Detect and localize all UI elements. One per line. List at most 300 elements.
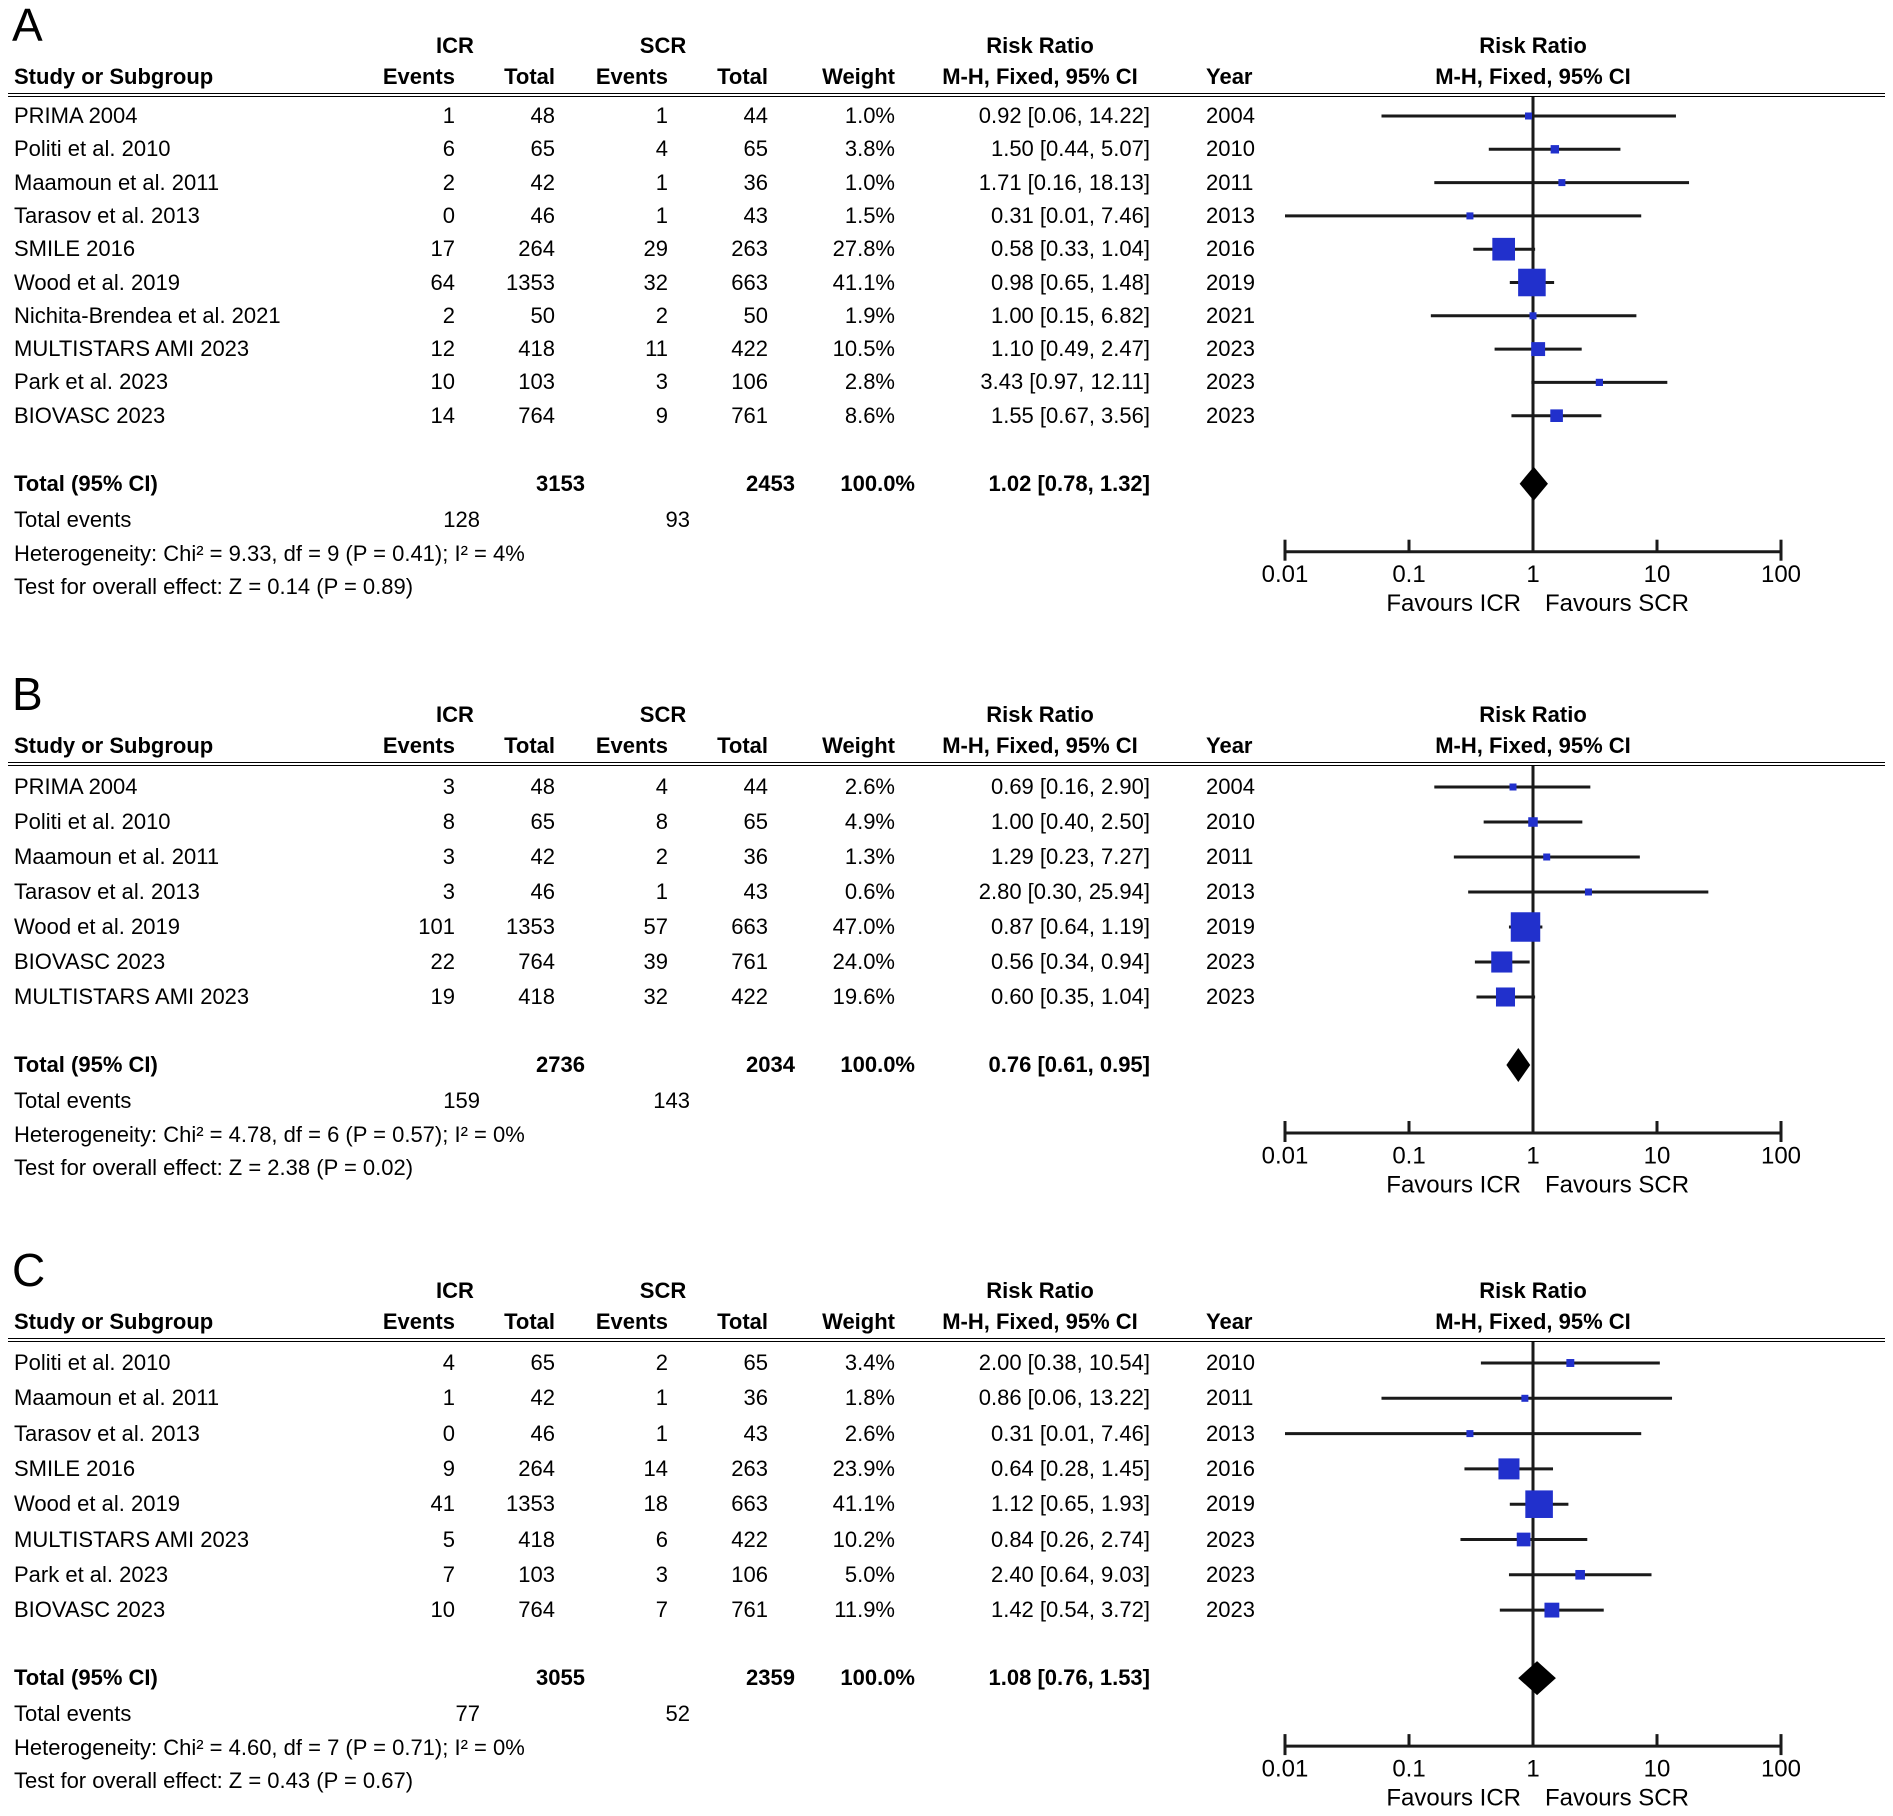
study-name: BIOVASC 2023: [14, 1597, 166, 1623]
panel-label: B: [12, 668, 43, 720]
weight-value: 3.8%: [844, 136, 895, 162]
total-ci: 1.08 [0.76, 1.53]: [988, 1665, 1150, 1691]
events-header-icr: Events: [382, 64, 455, 89]
scr-total: 422: [731, 1526, 768, 1552]
icr-total: 264: [518, 1455, 555, 1481]
year-value: 2004: [1206, 103, 1255, 128]
heterogeneity-text: Heterogeneity: Chi² = 4.60, df = 7 (P = 0.71); I² = 0%: [14, 1735, 525, 1761]
scr-events: 3: [655, 369, 668, 395]
study-name: MULTISTARS AMI 2023: [14, 336, 250, 362]
icr-events: 9: [442, 1455, 455, 1481]
scr-total: 36: [743, 1385, 768, 1411]
scr-total: 263: [731, 1455, 768, 1481]
total-scr: 2034: [746, 1052, 795, 1077]
weight-value: 0.6%: [844, 879, 895, 904]
risk-ratio-ci: 1.71 [0.16, 18.13]: [978, 169, 1150, 195]
mh-ci-header: M-H, Fixed, 95% CI: [942, 733, 1138, 758]
risk-ratio-ci: 0.86 [0.06, 13.22]: [978, 1385, 1150, 1411]
study-name: Tarasov et al. 2013: [14, 1420, 200, 1446]
effect-square: [1510, 784, 1517, 791]
plot-mh-ci-header: M-H, Fixed, 95% CI: [1435, 1309, 1631, 1334]
axis-tick-label: 10: [1643, 1755, 1671, 1783]
year-value: 2023: [1206, 949, 1255, 974]
panel-label: C: [12, 1244, 46, 1296]
risk-ratio-ci: 1.55 [0.67, 3.56]: [990, 402, 1150, 428]
icr-events: 0: [442, 1420, 455, 1446]
scr-events: 4: [655, 136, 668, 162]
risk-ratio-ci: 0.64 [0.28, 1.45]: [990, 1455, 1150, 1481]
total-ci: 0.76 [0.61, 0.95]: [988, 1052, 1150, 1077]
plot-risk-ratio-header: Risk Ratio: [1479, 33, 1587, 58]
favours-right-label: Favours SCR: [1545, 1784, 1689, 1812]
year-value: 2023: [1206, 984, 1255, 1009]
effect-square: [1525, 112, 1532, 119]
risk-ratio-ci: 2.00 [0.38, 10.54]: [978, 1350, 1150, 1375]
icr-total: 46: [530, 202, 555, 228]
total-header-scr: Total: [717, 1309, 768, 1334]
study-name: SMILE 2016: [14, 1455, 136, 1481]
weight-value: 1.5%: [844, 202, 895, 228]
icr-total: 764: [518, 1597, 555, 1623]
effect-square: [1585, 889, 1592, 896]
year-value: 2019: [1206, 914, 1255, 939]
effect-square: [1558, 179, 1565, 186]
icr-total: 50: [530, 302, 555, 328]
total-label: Total (95% CI): [14, 1052, 158, 1077]
scr-total: 663: [731, 269, 768, 295]
total-label: Total (95% CI): [14, 470, 158, 496]
weight-value: 2.6%: [844, 774, 895, 799]
icr-events: 6: [442, 136, 455, 162]
effect-square: [1466, 212, 1473, 219]
year-header: Year: [1206, 64, 1253, 89]
study-name: PRIMA 2004: [14, 103, 138, 128]
study-name: Wood et al. 2019: [14, 914, 180, 939]
total-weight: 100.0%: [840, 1665, 915, 1691]
axis-tick-label: 100: [1760, 1755, 1802, 1783]
scr-events: 1: [655, 1385, 668, 1411]
icr-total: 48: [530, 103, 555, 128]
total-ci: 1.02 [0.78, 1.32]: [988, 470, 1150, 496]
weight-value: 1.3%: [844, 844, 895, 869]
year-value: 2011: [1206, 169, 1254, 195]
effect-square: [1544, 1603, 1559, 1618]
total-events-scr: 143: [653, 1088, 690, 1113]
plot-mh-ci-header: M-H, Fixed, 95% CI: [1435, 64, 1631, 89]
study-name: MULTISTARS AMI 2023: [14, 1526, 250, 1552]
weight-value: 27.8%: [832, 236, 895, 262]
scr-total: 43: [743, 879, 768, 904]
risk-ratio-header: Risk Ratio: [986, 702, 1094, 727]
effect-square: [1551, 145, 1559, 153]
weight-value: 4.9%: [844, 809, 895, 834]
forest-plot-svg: [1261, 669, 1893, 1206]
icr-events: 7: [442, 1561, 455, 1587]
overall-effect-text: Test for overall effect: Z = 0.14 (P = 0.89): [14, 573, 414, 599]
icr-total: 65: [530, 809, 555, 834]
year-value: 2023: [1206, 1526, 1255, 1552]
icr-total: 103: [518, 369, 555, 395]
weight-value: 41.1%: [832, 1491, 895, 1517]
weight-value: 10.5%: [832, 336, 895, 362]
icr-events: 4: [442, 1350, 455, 1375]
icr-events: 19: [430, 984, 455, 1009]
effect-square: [1466, 1430, 1473, 1437]
scr-events: 29: [643, 236, 668, 262]
scr-total: 422: [731, 336, 768, 362]
axis-tick-label: 1: [1526, 1142, 1540, 1170]
mh-ci-header: M-H, Fixed, 95% CI: [942, 1309, 1138, 1334]
scr-total: 761: [731, 949, 768, 974]
scr-total: 263: [731, 236, 768, 262]
study-name: Politi et al. 2010: [14, 809, 171, 834]
scr-total: 761: [731, 1597, 768, 1623]
group-header-scr: SCR: [639, 1278, 687, 1303]
total-events-icr: 159: [443, 1088, 480, 1113]
scr-total: 50: [743, 302, 768, 328]
year-value: 2010: [1206, 809, 1255, 834]
study-header: Study or Subgroup: [14, 1309, 214, 1334]
icr-events: 0: [442, 202, 455, 228]
icr-events: 1: [442, 103, 455, 128]
forest-plot-svg: [1261, 1245, 1893, 1816]
study-name: Tarasov et al. 2013: [14, 202, 200, 228]
icr-events: 5: [442, 1526, 455, 1552]
forest-plot-svg: [1261, 0, 1893, 625]
total-header-icr: Total: [504, 1309, 555, 1334]
effect-square: [1517, 1533, 1531, 1547]
effect-square: [1531, 342, 1545, 356]
scr-total: 44: [743, 774, 768, 799]
effect-square: [1566, 1359, 1574, 1367]
year-value: 2023: [1206, 336, 1255, 362]
total-icr: 2736: [536, 1052, 585, 1077]
risk-ratio-ci: 1.12 [0.65, 1.93]: [990, 1491, 1150, 1517]
scr-total: 106: [731, 1561, 768, 1587]
scr-total: 65: [743, 809, 768, 834]
study-name: BIOVASC 2023: [14, 402, 166, 428]
total-label: Total (95% CI): [14, 1665, 158, 1691]
summary-diamond: [1520, 467, 1548, 501]
scr-events: 32: [643, 984, 668, 1009]
group-header-scr: SCR: [639, 33, 687, 58]
icr-total: 46: [530, 1420, 555, 1446]
axis-tick-label: 0.01: [1261, 1755, 1309, 1783]
weight-value: 41.1%: [832, 269, 895, 295]
study-name: Tarasov et al. 2013: [14, 879, 200, 904]
total-events-label: Total events: [14, 506, 132, 532]
risk-ratio-ci: 1.00 [0.40, 2.50]: [990, 809, 1150, 834]
risk-ratio-ci: 0.31 [0.01, 7.46]: [990, 1420, 1150, 1446]
icr-events: 3: [442, 774, 455, 799]
icr-events: 1: [442, 1385, 455, 1411]
weight-value: 19.6%: [832, 984, 895, 1009]
risk-ratio-ci: 1.42 [0.54, 3.72]: [990, 1597, 1150, 1623]
weight-value: 3.4%: [844, 1350, 895, 1375]
icr-events: 2: [442, 302, 455, 328]
year-value: 2010: [1206, 1350, 1255, 1375]
scr-events: 1: [655, 169, 668, 195]
total-weight: 100.0%: [840, 1052, 915, 1077]
risk-ratio-ci: 3.43 [0.97, 12.11]: [980, 369, 1150, 395]
plot-risk-ratio-header: Risk Ratio: [1479, 702, 1587, 727]
risk-ratio-header: Risk Ratio: [986, 1278, 1094, 1303]
scr-total: 36: [743, 844, 768, 869]
scr-events: 6: [655, 1526, 668, 1552]
risk-ratio-ci: 0.87 [0.64, 1.19]: [990, 914, 1150, 939]
icr-total: 48: [530, 774, 555, 799]
scr-total: 43: [743, 1420, 768, 1446]
year-value: 2023: [1206, 1597, 1255, 1623]
icr-events: 14: [430, 402, 455, 428]
icr-total: 418: [518, 336, 555, 362]
study-header: Study or Subgroup: [14, 733, 214, 758]
overall-effect-text: Test for overall effect: Z = 0.43 (P = 0.67): [14, 1768, 414, 1794]
year-value: 2011: [1206, 1385, 1254, 1411]
icr-events: 22: [430, 949, 455, 974]
risk-ratio-header: Risk Ratio: [986, 33, 1094, 58]
icr-total: 764: [518, 949, 555, 974]
total-header-scr: Total: [717, 64, 768, 89]
scr-events: 11: [645, 336, 668, 362]
icr-total: 418: [518, 984, 555, 1009]
study-name: Politi et al. 2010: [14, 136, 171, 162]
year-value: 2016: [1206, 1455, 1255, 1481]
events-header-scr: Events: [595, 1309, 668, 1334]
axis-tick-label: 10: [1643, 1142, 1671, 1170]
scr-events: 32: [643, 269, 668, 295]
effect-square: [1491, 951, 1512, 972]
study-name: Wood et al. 2019: [14, 1491, 180, 1517]
year-header: Year: [1206, 733, 1253, 758]
scr-events: 2: [655, 302, 668, 328]
axis-tick-label: 100: [1760, 561, 1802, 589]
scr-total: 65: [743, 1350, 768, 1375]
scr-total: 422: [731, 984, 768, 1009]
icr-events: 17: [430, 236, 455, 262]
effect-square: [1498, 1458, 1519, 1479]
favours-left-label: Favours ICR: [1386, 1784, 1522, 1812]
scr-events: 7: [655, 1597, 668, 1623]
total-header-icr: Total: [504, 64, 555, 89]
icr-total: 42: [530, 844, 555, 869]
icr-total: 264: [518, 236, 555, 262]
weight-header: Weight: [822, 64, 895, 89]
weight-value: 1.9%: [844, 302, 895, 328]
events-header-scr: Events: [595, 733, 668, 758]
icr-total: 65: [530, 136, 555, 162]
group-header-scr: SCR: [639, 702, 687, 727]
icr-total: 418: [518, 1526, 555, 1552]
study-name: Wood et al. 2019: [14, 269, 180, 295]
effect-square: [1521, 1395, 1528, 1402]
events-header-icr: Events: [382, 733, 455, 758]
axis-tick-label: 0.1: [1392, 1142, 1426, 1170]
total-scr: 2453: [746, 470, 795, 496]
effect-square: [1596, 379, 1603, 386]
icr-events: 3: [442, 844, 455, 869]
risk-ratio-ci: 1.29 [0.23, 7.27]: [990, 844, 1150, 869]
year-value: 2013: [1206, 879, 1255, 904]
total-icr: 3055: [536, 1665, 585, 1691]
favours-right-label: Favours SCR: [1545, 590, 1689, 618]
effect-square: [1518, 269, 1546, 297]
scr-total: 65: [743, 136, 768, 162]
icr-events: 101: [418, 914, 455, 939]
risk-ratio-ci: 2.40 [0.64, 9.03]: [990, 1561, 1150, 1587]
weight-value: 5.0%: [844, 1561, 895, 1587]
icr-events: 2: [442, 169, 455, 195]
weight-value: 1.8%: [844, 1385, 895, 1411]
study-name: SMILE 2016: [14, 236, 136, 262]
effect-square: [1550, 409, 1563, 422]
scr-total: 36: [743, 169, 768, 195]
risk-ratio-ci: 0.31 [0.01, 7.46]: [990, 202, 1150, 228]
icr-total: 1353: [506, 269, 555, 295]
panel-label: A: [12, 0, 43, 51]
mh-ci-header: M-H, Fixed, 95% CI: [942, 64, 1138, 89]
icr-total: 42: [530, 1385, 555, 1411]
total-events-label: Total events: [14, 1088, 132, 1113]
icr-events: 3: [442, 879, 455, 904]
year-value: 2023: [1206, 402, 1255, 428]
effect-square: [1496, 987, 1515, 1006]
study-name: Park et al. 2023: [14, 369, 169, 395]
year-header: Year: [1206, 1309, 1253, 1334]
risk-ratio-ci: 1.00 [0.15, 6.82]: [990, 302, 1150, 328]
axis-tick-label: 0.1: [1392, 1755, 1426, 1783]
total-events-icr: 128: [443, 506, 480, 532]
icr-total: 1353: [506, 1491, 555, 1517]
risk-ratio-ci: 0.84 [0.26, 2.74]: [990, 1526, 1150, 1552]
icr-events: 64: [430, 269, 455, 295]
icr-events: 10: [430, 1597, 455, 1623]
weight-value: 11.9%: [834, 1597, 895, 1623]
weight-value: 23.9%: [832, 1455, 895, 1481]
axis-tick-label: 0.1: [1392, 561, 1426, 589]
effect-square: [1528, 817, 1538, 827]
favours-left-label: Favours ICR: [1386, 590, 1522, 618]
study-name: Maamoun et al. 2011: [14, 169, 220, 195]
total-scr: 2359: [746, 1665, 795, 1691]
panel-a: [0, 0, 1893, 625]
scr-total: 106: [731, 369, 768, 395]
risk-ratio-ci: 0.58 [0.33, 1.04]: [990, 236, 1150, 262]
panel-c: [0, 1245, 1893, 1816]
scr-events: 57: [643, 914, 668, 939]
scr-events: 1: [655, 879, 668, 904]
study-name: BIOVASC 2023: [14, 949, 166, 974]
study-name: Maamoun et al. 2011: [14, 844, 220, 869]
icr-total: 1353: [506, 914, 555, 939]
weight-value: 24.0%: [832, 949, 895, 974]
scr-total: 44: [743, 103, 768, 128]
total-events-scr: 52: [665, 1701, 690, 1727]
total-events-label: Total events: [14, 1701, 132, 1727]
scr-events: 1: [655, 103, 668, 128]
group-header-icr: ICR: [436, 702, 474, 727]
scr-events: 1: [655, 202, 668, 228]
axis-tick-label: 0.01: [1261, 561, 1309, 589]
risk-ratio-ci: 0.60 [0.35, 1.04]: [990, 984, 1150, 1009]
scr-events: 39: [643, 949, 668, 974]
study-name: MULTISTARS AMI 2023: [14, 984, 250, 1009]
axis-tick-label: 1: [1526, 561, 1540, 589]
effect-square: [1530, 312, 1537, 319]
year-value: 2013: [1206, 202, 1255, 228]
favours-left-label: Favours ICR: [1386, 1171, 1521, 1199]
study-name: Politi et al. 2010: [14, 1350, 171, 1375]
year-value: 2019: [1206, 1491, 1255, 1517]
heterogeneity-text: Heterogeneity: Chi² = 4.78, df = 6 (P = 0.57); I² = 0%: [14, 1122, 525, 1147]
risk-ratio-ci: 0.98 [0.65, 1.48]: [990, 269, 1150, 295]
study-name: Park et al. 2023: [14, 1561, 169, 1587]
study-name: Nichita-Brendea et al. 2021: [14, 302, 281, 328]
total-header-scr: Total: [717, 733, 768, 758]
events-header-scr: Events: [595, 64, 668, 89]
icr-total: 764: [518, 402, 555, 428]
weight-header: Weight: [822, 733, 895, 758]
plot-risk-ratio-header: Risk Ratio: [1479, 1278, 1587, 1303]
panel-b: [0, 669, 1893, 1206]
plot-mh-ci-header: M-H, Fixed, 95% CI: [1435, 733, 1631, 758]
year-value: 2023: [1206, 1561, 1255, 1587]
events-header-icr: Events: [382, 1309, 455, 1334]
scr-events: 14: [643, 1455, 668, 1481]
icr-events: 41: [430, 1491, 455, 1517]
weight-value: 1.0%: [844, 103, 895, 128]
axis-tick-label: 1: [1526, 1755, 1540, 1783]
year-value: 2004: [1206, 774, 1255, 799]
axis-tick-label: 0.01: [1261, 1142, 1309, 1170]
summary-diamond: [1518, 1661, 1556, 1695]
scr-total: 43: [743, 202, 768, 228]
weight-header: Weight: [822, 1309, 895, 1334]
overall-effect-text: Test for overall effect: Z = 2.38 (P = 0.02): [14, 1155, 414, 1180]
risk-ratio-ci: 0.92 [0.06, 14.22]: [978, 103, 1150, 128]
scr-events: 4: [655, 774, 668, 799]
effect-square: [1575, 1570, 1585, 1580]
total-weight: 100.0%: [840, 470, 915, 496]
scr-events: 1: [655, 1420, 668, 1446]
risk-ratio-ci: 2.80 [0.30, 25.94]: [978, 879, 1150, 904]
weight-value: 2.8%: [844, 369, 895, 395]
year-value: 2023: [1206, 369, 1255, 395]
effect-square: [1492, 238, 1515, 261]
year-value: 2013: [1206, 1420, 1255, 1446]
year-value: 2021: [1206, 302, 1255, 328]
weight-value: 8.6%: [844, 402, 895, 428]
study-name: Maamoun et al. 2011: [14, 1385, 220, 1411]
total-icr: 3153: [536, 470, 585, 496]
heterogeneity-text: Heterogeneity: Chi² = 9.33, df = 9 (P = 0.41); I² = 4%: [14, 540, 525, 566]
effect-square: [1525, 1490, 1553, 1518]
risk-ratio-ci: 1.50 [0.44, 5.07]: [990, 136, 1150, 162]
icr-total: 65: [530, 1350, 555, 1375]
scr-events: 9: [655, 402, 668, 428]
icr-events: 8: [442, 809, 455, 834]
risk-ratio-ci: 0.56 [0.34, 0.94]: [990, 949, 1150, 974]
year-value: 2010: [1206, 136, 1255, 162]
scr-events: 18: [643, 1491, 668, 1517]
study-header: Study or Subgroup: [14, 64, 214, 89]
scr-total: 663: [731, 1491, 768, 1517]
group-header-icr: ICR: [436, 33, 474, 58]
icr-total: 46: [530, 879, 555, 904]
icr-total: 42: [530, 169, 555, 195]
weight-value: 1.0%: [844, 169, 895, 195]
summary-diamond: [1506, 1048, 1530, 1082]
